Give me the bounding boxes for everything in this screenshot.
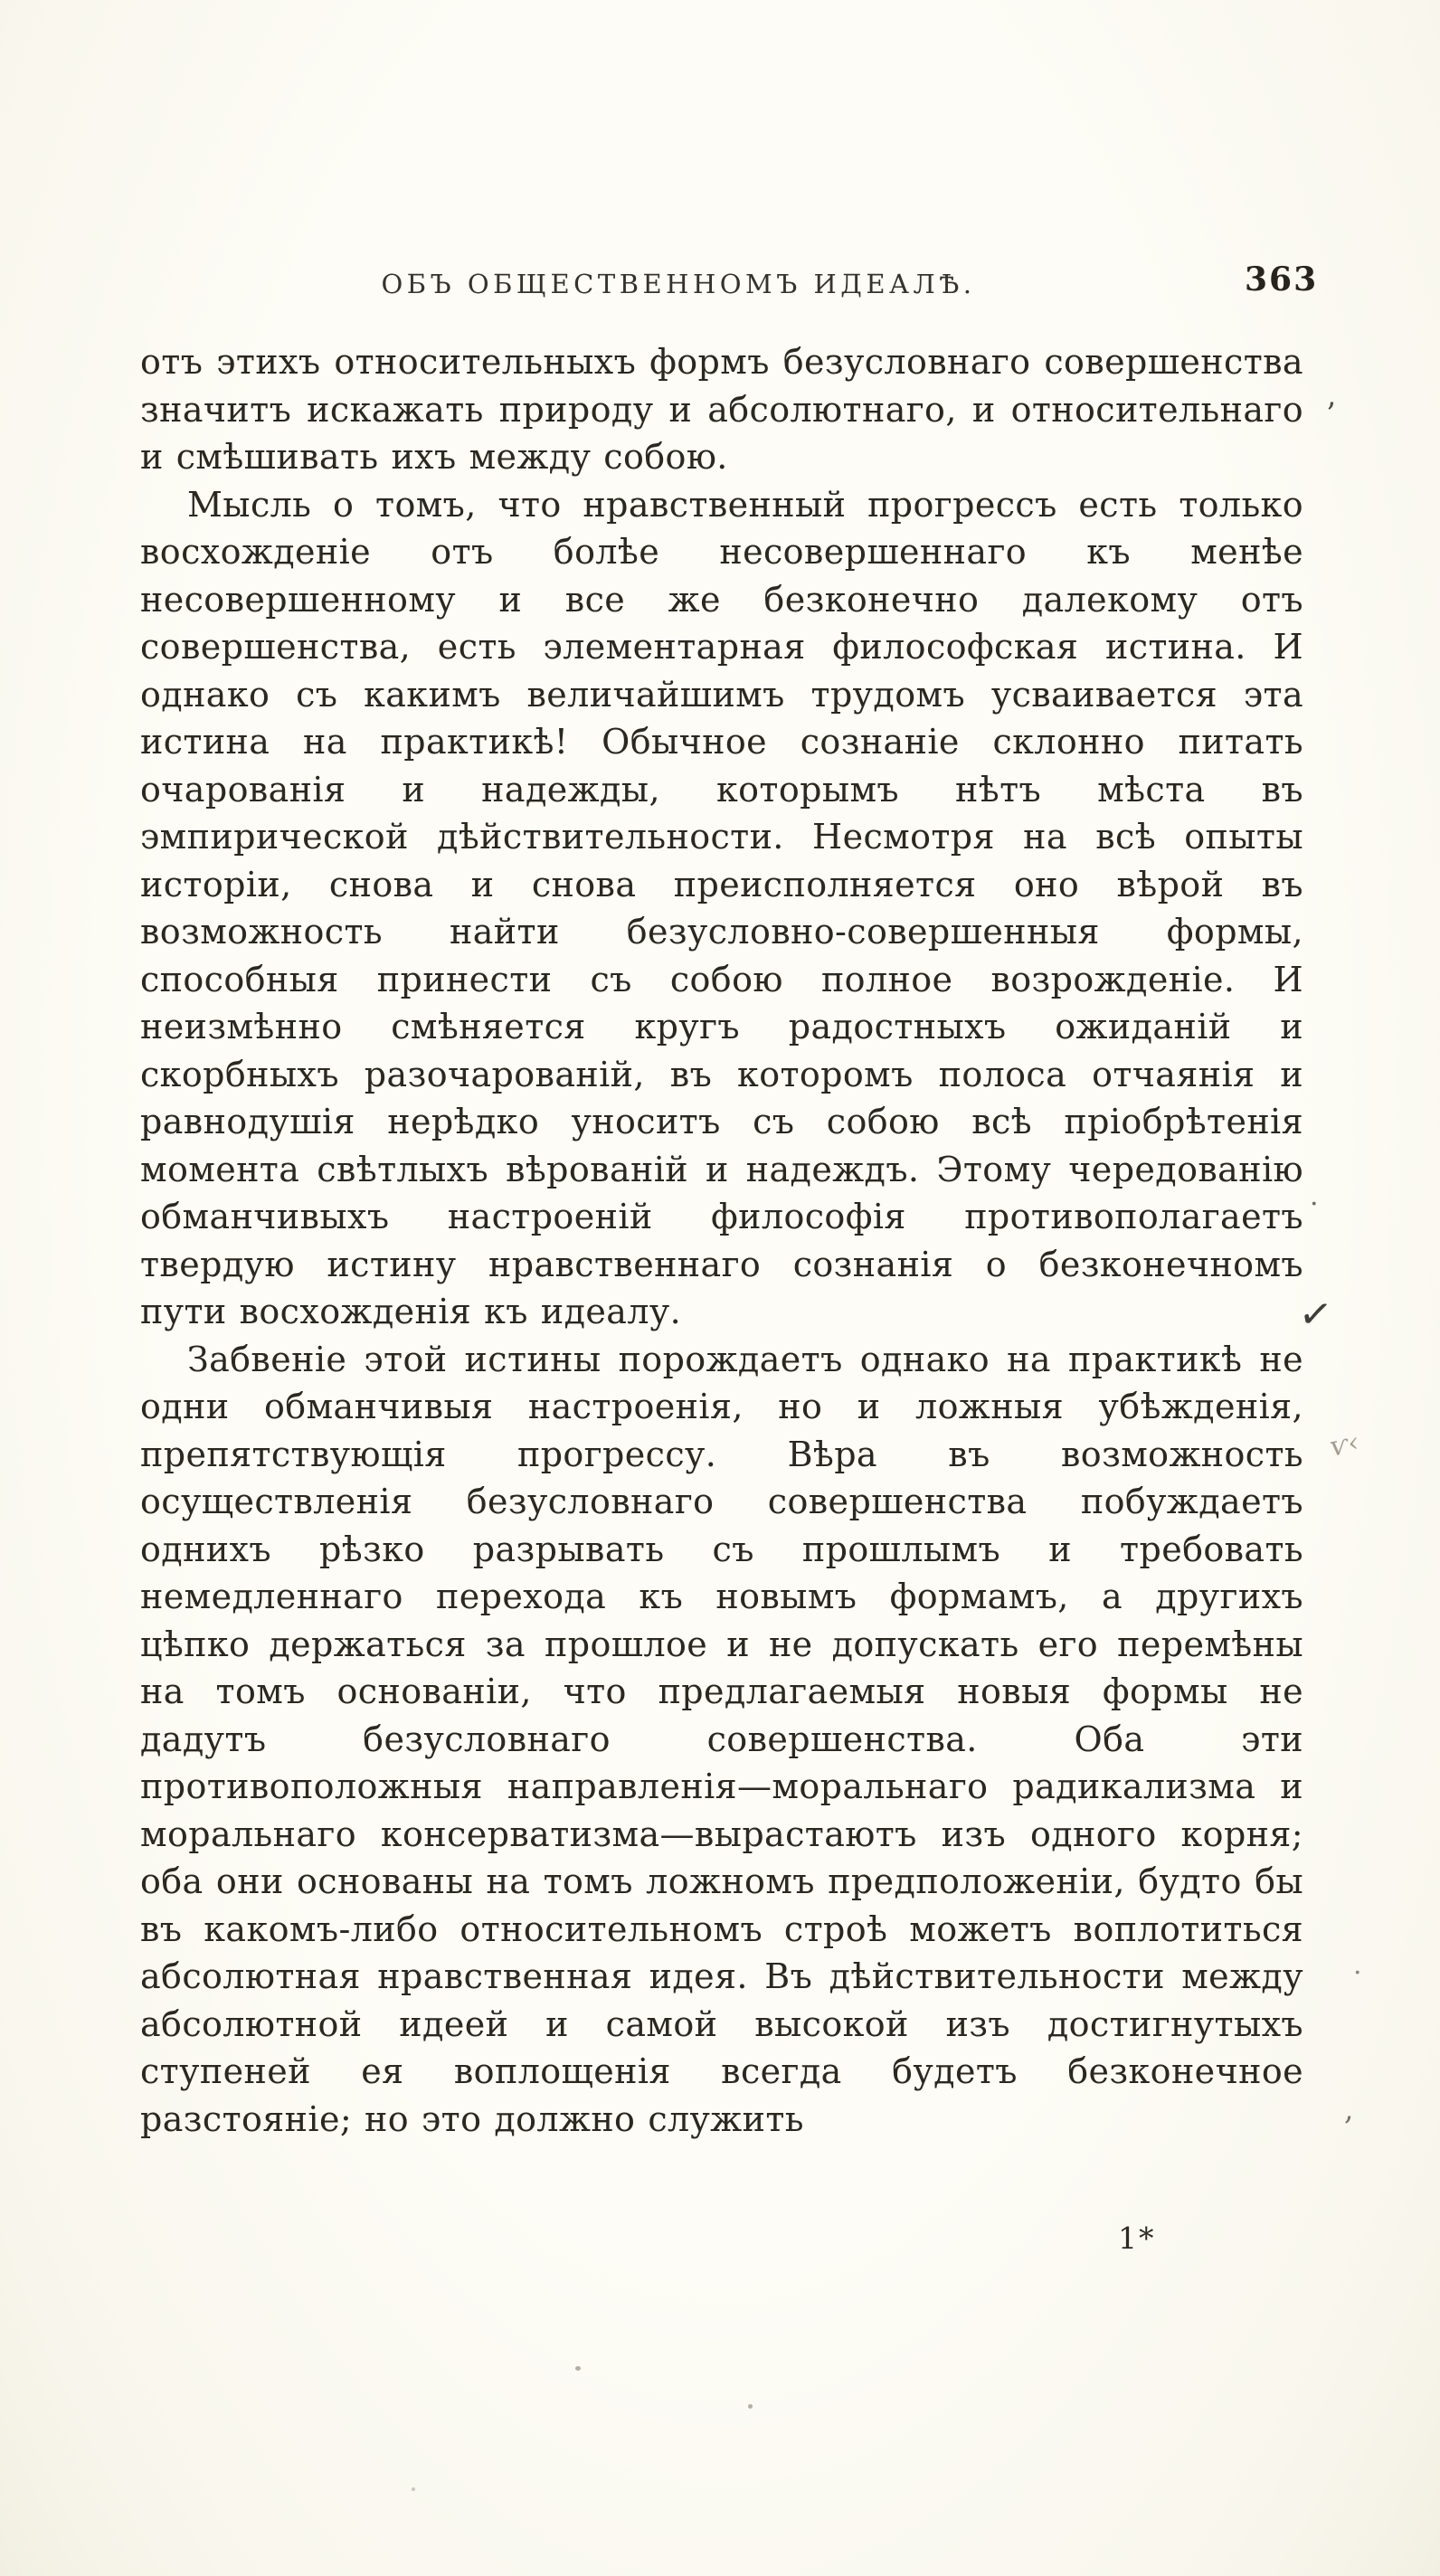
page-number: 363: [1245, 260, 1319, 298]
reader-checkmark-icon: ✓: [1296, 1289, 1335, 1340]
stray-apostrophe-mark: ’: [1326, 396, 1336, 432]
paragraph: отъ этихъ относительныхъ формъ безусловнаго совершенства значитъ искажать природу и абсолютнаго, и относительнаго и смѣшивать ихъ между собою.: [140, 342, 1303, 477]
paragraph: Мысль о томъ, что нравственный прогрессъ есть только восхожденіе отъ болѣе несовершеннаго къ менѣе несовершенному и все же безконечно далекому отъ совершенства, есть элементарная философская истина. И однако съ какимъ величайшимъ трудомъ усваивается эта истина на практикѣ! Обычное сознаніе склонно питать очарованія и надежды, которымъ нѣтъ мѣста въ эмпирической дѣйствительности. Несмотря на всѣ опыты исторіи, снова и снова преисполняется оно вѣрой въ возможность найти безусловно-совершенныя формы, способныя принести съ собою полное возрожденіе. И неизмѣнно смѣняется кругъ радостныхъ ожиданій и скорбныхъ разочарованій, въ которомъ полоса отчаянія и равнодушія нерѣдко уноситъ съ собою всѣ пріобрѣтенія момента свѣтлыхъ вѣрованій и надеждъ. Этому чередованію обманчивыхъ настроеній философія противополагаетъ твердую истину нравственнаго сознанія о безконечномъ пути восхожденія къ идеалу.: [140, 484, 1303, 1331]
scan-speck: [412, 2487, 415, 2491]
ink-dot-mark: ·: [1353, 1957, 1362, 1989]
signature-mark: 1*: [1118, 2221, 1156, 2256]
paragraph: Забвеніе этой истины порождаетъ однако на практикѣ не одни обманчивыя настроенія, но и ложныя убѣжденія, препятствующія прогрессу. Вѣра въ возможность осуществленія безусловнаго совершенства побуждаетъ однихъ рѣзко разрывать съ прошлымъ и требовать немедленнаго перехода къ новымъ формамъ, а другихъ цѣпко держаться за прошлое и не допускать его перемѣны на томъ основаніи, что предлагаемыя новыя формы не дадутъ безусловнаго совершенства. Оба эти противоположныя направленія—моральнаго радикализма и моральнаго консерватизма—вырастаютъ изъ одного корня; оба они основаны на томъ ложномъ предположеніи, будто бы въ какомъ-либо относительномъ строѣ можетъ воплотиться абсолютная нравственная идея. Въ дѣйствительности между абсолютной идеей и самой высокой изъ достигнутыхъ ступеней ея воплощенія всегда будетъ безконечное разстояніе; но это должно служить: [140, 1339, 1303, 2139]
running-title: ОБЪ ОБЩЕСТВЕННОМЪ ИДЕАЛѢ.: [381, 269, 976, 299]
stray-comma-mark: ,: [1344, 2091, 1354, 2126]
ink-tick-mark: ·: [1310, 1189, 1319, 1220]
text-block: [140, 338, 1303, 2143]
scan-speck: [748, 2404, 753, 2409]
pencil-note-mark: ѵ‹: [1326, 1426, 1362, 1463]
scan-speck: [575, 2366, 581, 2371]
